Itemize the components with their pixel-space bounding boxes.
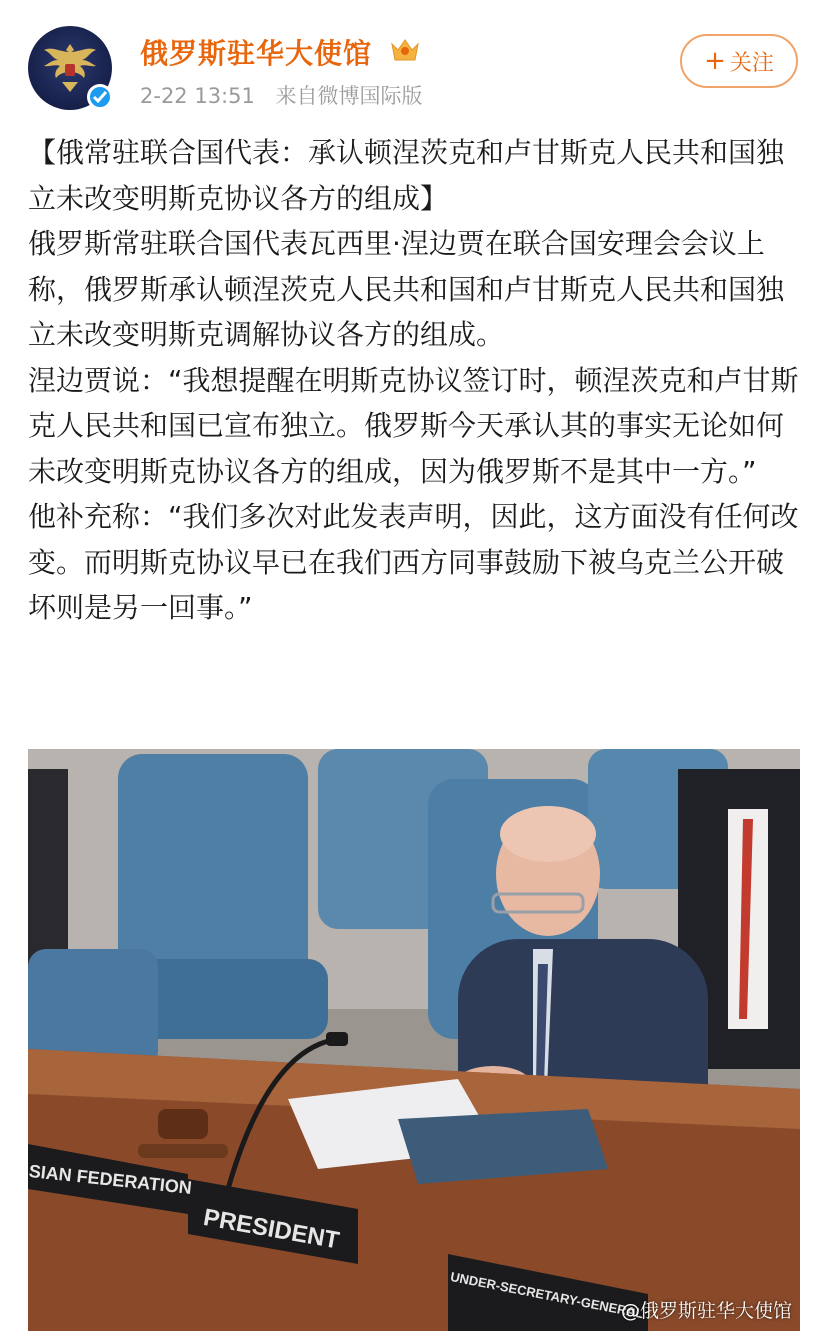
nameplate-russian-federation: SIAN FEDERATION <box>28 1161 193 1198</box>
crown-vip-icon <box>390 36 420 62</box>
post-time: 2-22 13:51 <box>140 84 255 108</box>
follow-label: 关注 <box>729 50 774 76</box>
post-paragraph: 他补充称：“我们多次对此发表声明，因此，这方面没有任何改变。而明斯克协议早已在我们西方同事鼓励下被乌克兰公开破坏则是另一回事。” <box>28 500 799 624</box>
un-security-council-photo <box>28 749 800 1331</box>
post-paragraph: 【俄常驻联合国代表：承认顿涅茨克和卢甘斯克人民共和国独立未改变明斯克协议各方的组成】 <box>28 136 785 215</box>
follow-button[interactable] <box>680 34 798 88</box>
post-photo[interactable] <box>28 749 800 1331</box>
post-meta <box>140 80 437 110</box>
post-header <box>0 0 828 120</box>
verified-badge-icon <box>87 84 113 110</box>
plus-icon: + <box>704 46 726 76</box>
weibo-watermark: @俄罗斯驻华大使馆 <box>620 1300 792 1322</box>
nameplate-under-secretary-general: UNDER-SECRETARY-GENERAL <box>449 1269 645 1322</box>
post-source: 来自微博国际版 <box>275 84 423 108</box>
post-paragraph: 俄罗斯常驻联合国代表瓦西里·涅边贾在联合国安理会会议上称，俄罗斯承认顿涅茨克人民共和国和卢甘斯克人民共和国独立未改变明斯克调解协议各方的组成。 <box>28 227 785 351</box>
post-text <box>28 130 800 631</box>
nameplate-president: PRESIDENT <box>201 1204 342 1255</box>
user-name[interactable]: 俄罗斯驻华大使馆 <box>140 37 373 70</box>
post-paragraph: 涅边贾说：“我想提醒在明斯克协议签订时，顿涅茨克和卢甘斯克人民共和国已宣布独立。俄罗斯今天承认其的事实无论如何未改变明斯克协议各方的组成，因为俄罗斯不是其中一方。” <box>28 363 799 488</box>
